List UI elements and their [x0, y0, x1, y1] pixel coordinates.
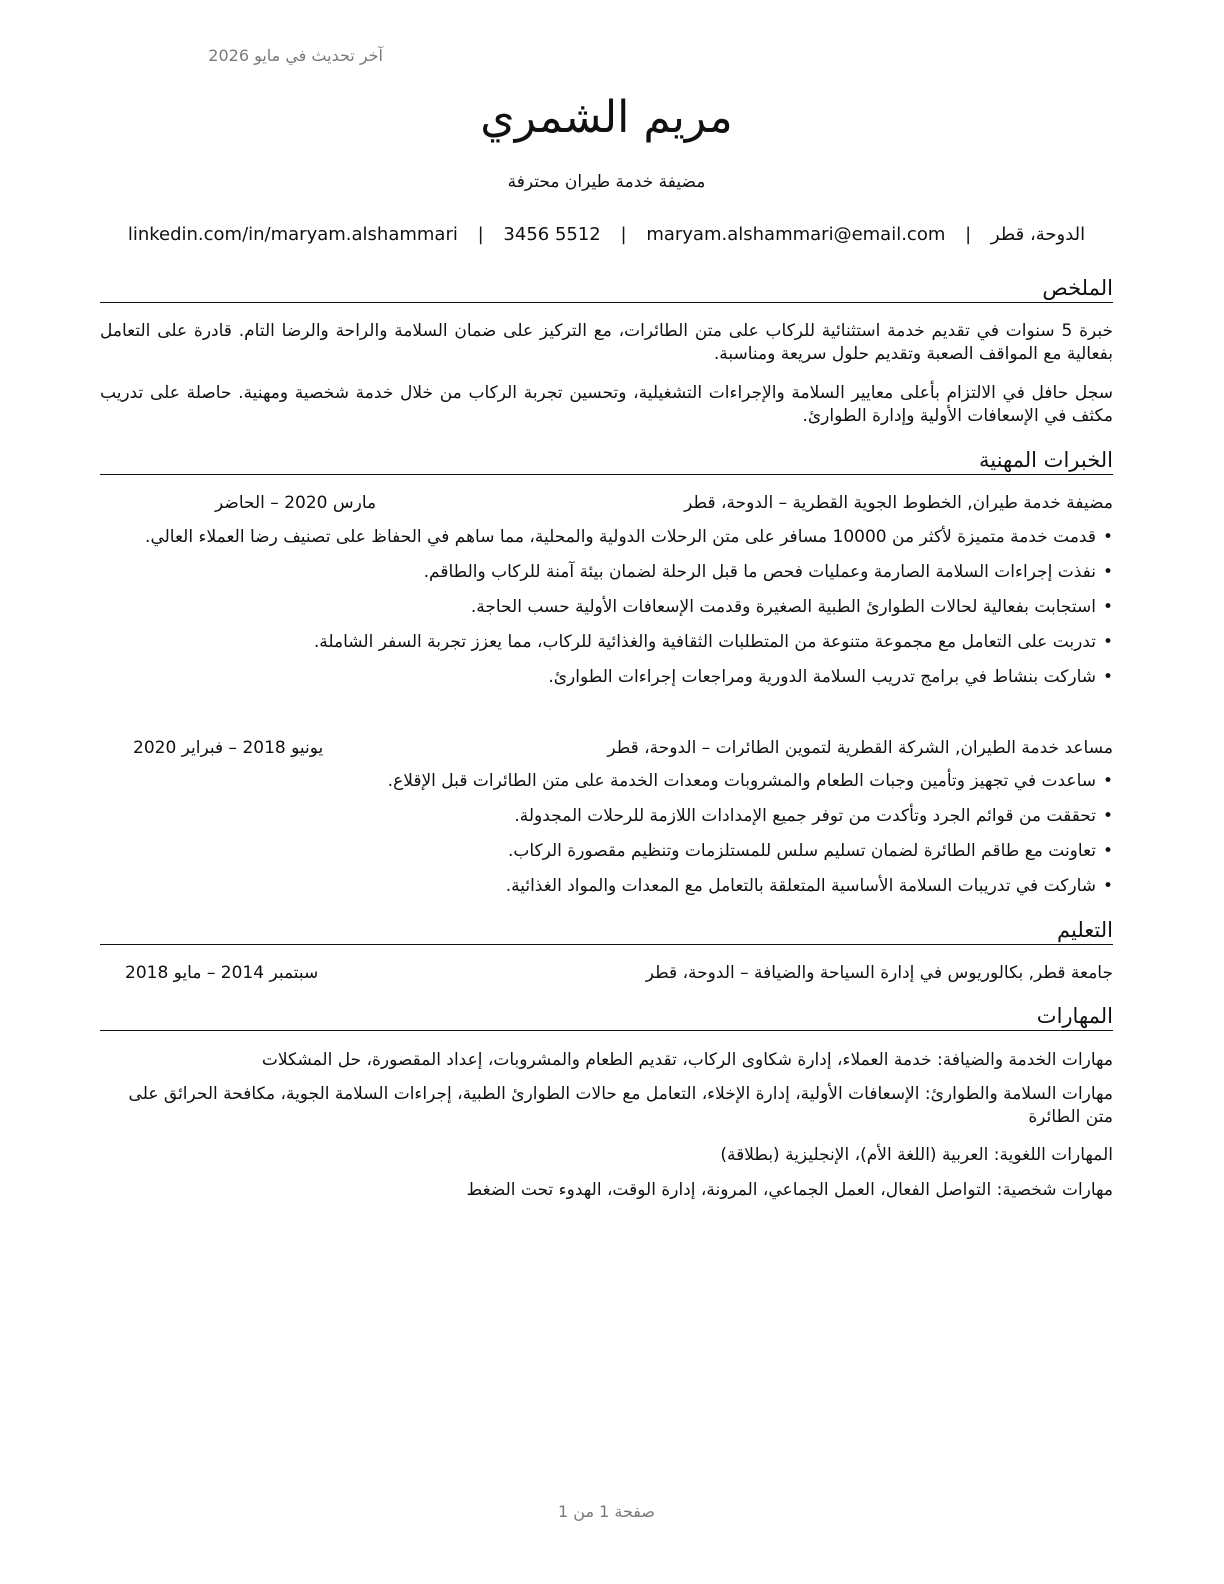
- contact-separator: |: [477, 224, 484, 245]
- page-indicator: صفحة 1 من 1: [558, 1502, 655, 1521]
- education-entry: [100, 963, 1113, 983]
- summary-paragraph: سجل حافل في الالتزام بأعلى معايير السلامة والإجراءات التشغيلية، وتحسين تجربة الركاب من خلال خدمة شخصية ومهنية. حاصلة على تدريب مكثف في الإسعافات الأولية وإدارة الطوارئ.: [100, 383, 1113, 426]
- contact-phone: 3456 5512: [503, 224, 601, 245]
- list-item: • نفذت إجراءات السلامة الصارمة وعمليات فحص ما قبل الرحلة لضمان بيئة آمنة للركاب والطاقم.: [100, 561, 1113, 584]
- list-item: • استجابت بفعالية لحالات الطوارئ الطبية الصغيرة وقدمت الإسعافات الأولية حسب الحاجة.: [100, 596, 1113, 619]
- summary-heading: الملخص: [100, 276, 1113, 303]
- list-item: • تعاونت مع طاقم الطائرة لضمان تسليم سلس للمستلزمات وتنظيم مقصورة الركاب.: [100, 840, 1113, 863]
- skill-line: مهارات الخدمة والضيافة: خدمة العملاء، إدارة شكاوى الركاب، تقديم الطعام والمشروبات، إعداد المقصورة، حل المشكلات: [261, 1050, 1113, 1070]
- contact-separator: |: [965, 224, 972, 245]
- resume-page: [100, 0, 1113, 1584]
- list-item: • ساعدت في تجهيز وتأمين وجبات الطعام والمشروبات ومعدات الخدمة على متن الطائرات قبل الإقلاع.: [100, 770, 1113, 793]
- job-dates: يونيو 2018 – فبراير 2020: [133, 738, 324, 758]
- skill-line: المهارات اللغوية: العربية (اللغة الأم)، الإنجليزية (بطلاقة): [720, 1145, 1113, 1165]
- job-title-line: مضيفة خدمة طيران, الخطوط الجوية القطرية – الدوحة، قطر: [684, 493, 1113, 513]
- contact-linkedin[interactable]: linkedin.com/in/maryam.alshammari: [127, 224, 458, 245]
- list-item: • قدمت خدمة متميزة لأكثر من 10000 مسافر على متن الرحلات الدولية والمحلية، مما ساهم في الحفاظ على تصنيف رضا العملاء العالي.: [100, 526, 1113, 549]
- summary-paragraph: خبرة 5 سنوات في تقديم خدمة استثنائية للركاب على متن الطائرات، مع التركيز على ضمان السلامة والراحة والرضا التام. قادرة على التعامل بفعالية مع المواقف الصعبة وتقديم حلول سريعة ومناسبة.: [100, 321, 1113, 364]
- skill-line: مهارات شخصية: التواصل الفعال، العمل الجماعي، المرونة، إدارة الوقت، الهدوء تحت الضغط: [466, 1180, 1113, 1200]
- experience-heading: الخبرات المهنية: [100, 448, 1113, 475]
- job-bullets: [100, 526, 1113, 701]
- list-item: • شاركت في تدريبات السلامة الأساسية المتعلقة بالتعامل مع المعدات والمواد الغذائية.: [100, 875, 1113, 898]
- job-title-line: مساعد خدمة الطيران, الشركة القطرية لتموين الطائرات – الدوحة، قطر: [607, 738, 1113, 758]
- candidate-name: مريم الشمري: [480, 92, 733, 143]
- skill-line: مهارات السلامة والطوارئ: الإسعافات الأولية، إدارة الإخلاء، التعامل مع حالات الطوارئ الطبية، إجراءات السلامة الجوية، مكافحة الحرائق على متن الطائرة: [128, 1084, 1113, 1127]
- contact-location: الدوحة، قطر: [990, 224, 1086, 245]
- contact-email[interactable]: maryam.alshammari@email.com: [646, 224, 946, 245]
- job-header: [100, 493, 1113, 513]
- contact-separator: |: [620, 224, 627, 245]
- job-title: مضيفة خدمة طيران محترفة: [507, 172, 706, 192]
- contact-line: [100, 224, 1113, 245]
- list-item: • تدربت على التعامل مع مجموعة متنوعة من المتطلبات الثقافية والغذائية للركاب، مما يعزز تجربة السفر الشاملة.: [100, 631, 1113, 654]
- job-dates: مارس 2020 – الحاضر: [215, 493, 377, 513]
- job-header: [100, 738, 1113, 758]
- list-item: • تحققت من قوائم الجرد وتأكدت من توفر جميع الإمدادات اللازمة للرحلات المجدولة.: [100, 805, 1113, 828]
- last-updated-note: آخر تحديث في مايو 2026: [208, 46, 383, 65]
- education-dates: سبتمبر 2014 – مايو 2018: [125, 963, 319, 983]
- job-bullets: [100, 770, 1113, 910]
- skills-heading: المهارات: [100, 1004, 1113, 1031]
- list-item: • شاركت بنشاط في برامج تدريب السلامة الدورية ومراجعات إجراءات الطوارئ.: [100, 666, 1113, 689]
- education-degree: جامعة قطر, بكالوريوس في إدارة السياحة والضيافة – الدوحة، قطر: [645, 963, 1113, 983]
- education-heading: التعليم: [100, 918, 1113, 945]
